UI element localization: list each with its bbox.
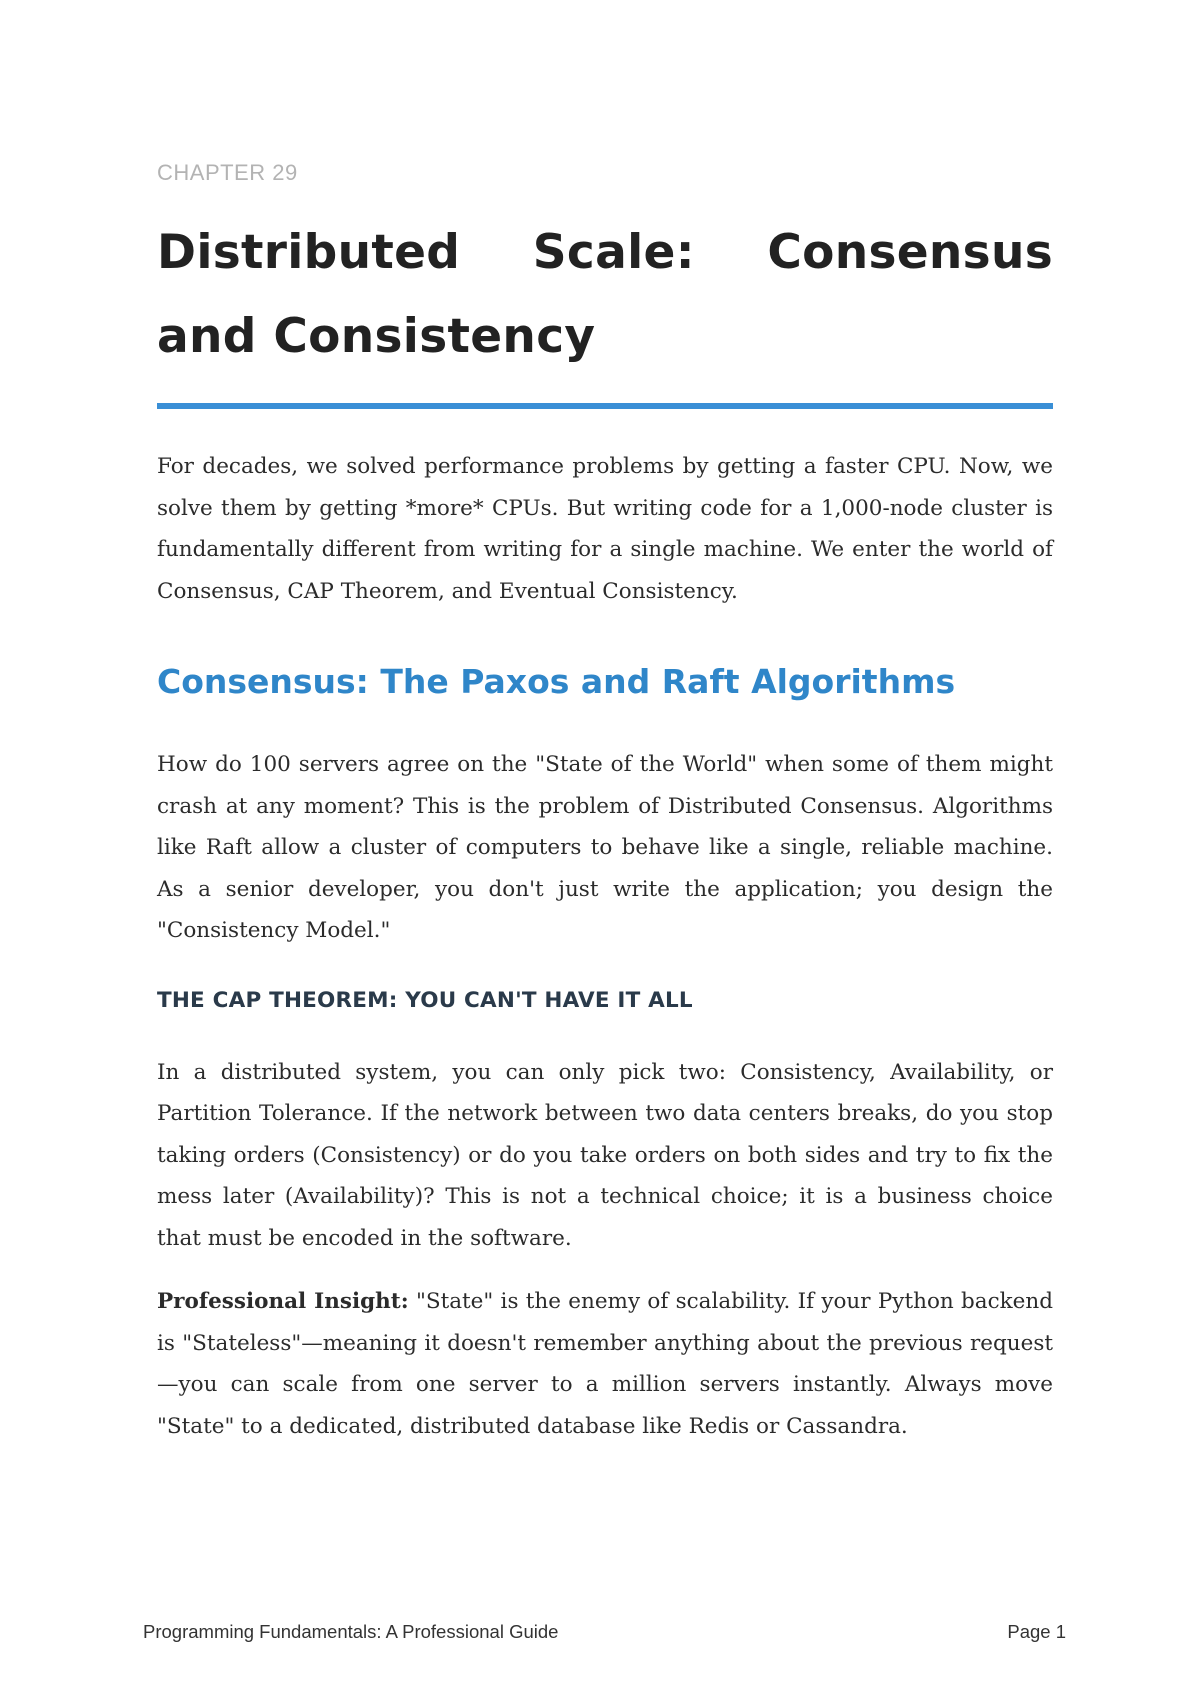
page-content	[157, 160, 1053, 1447]
chapter-label: CHAPTER 29	[157, 160, 298, 185]
page-footer	[143, 1621, 1066, 1643]
cap-paragraph: In a distributed system, you can only pick two: Consistency, Availability, or Partition Tolerance. If the network between two data centers breaks, do you stop taking orders (Consistency) or do you take orders on both sides and try to fix the mess later (Availability)? This is not a technical choice; it is a business choice that must be encoded in the software.	[157, 1059, 1053, 1251]
consensus-paragraph: How do 100 servers agree on the "State of the World" when some of them might crash at any moment? This is the problem of Distributed Consensus. Algorithms like Raft allow a cluster of computers to behave like a single, reliable machine. As a senior developer, you don't just write the application; you design the "Consistency Model."	[157, 752, 1053, 943]
insight-text: "State" is the enemy of scalability. If your Python backend is "Stateless"—meaning it doesn't remember anything about the previous request—you can scale from one server to a million servers instantly. Always move "State" to a dedicated, distributed database like Redis or Cassandra.	[157, 1289, 1054, 1439]
title-divider	[157, 403, 1053, 409]
chapter-title: Distributed Scale: Consensus and Consistency	[157, 225, 1053, 364]
intro-paragraph: For decades, we solved performance problems by getting a faster CPU. Now, we solve them by getting *more* CPUs. But writing code for a 1,000-node cluster is fundamentally different from writing for a single machine. We enter the world of Consensus, CAP Theorem, and Eventual Consistency.	[157, 454, 1053, 604]
insight-label: Professional Insight:	[157, 1289, 409, 1314]
footer-book-title: Programming Fundamentals: A Professional Guide	[143, 1621, 559, 1642]
footer-page-number: Page 1	[1007, 1621, 1066, 1642]
section-heading: Consensus: The Paxos and Raft Algorithms	[157, 662, 956, 701]
insight-paragraph	[157, 1281, 1053, 1447]
subsection-heading: THE CAP THEOREM: YOU CAN'T HAVE IT ALL	[157, 987, 693, 1013]
